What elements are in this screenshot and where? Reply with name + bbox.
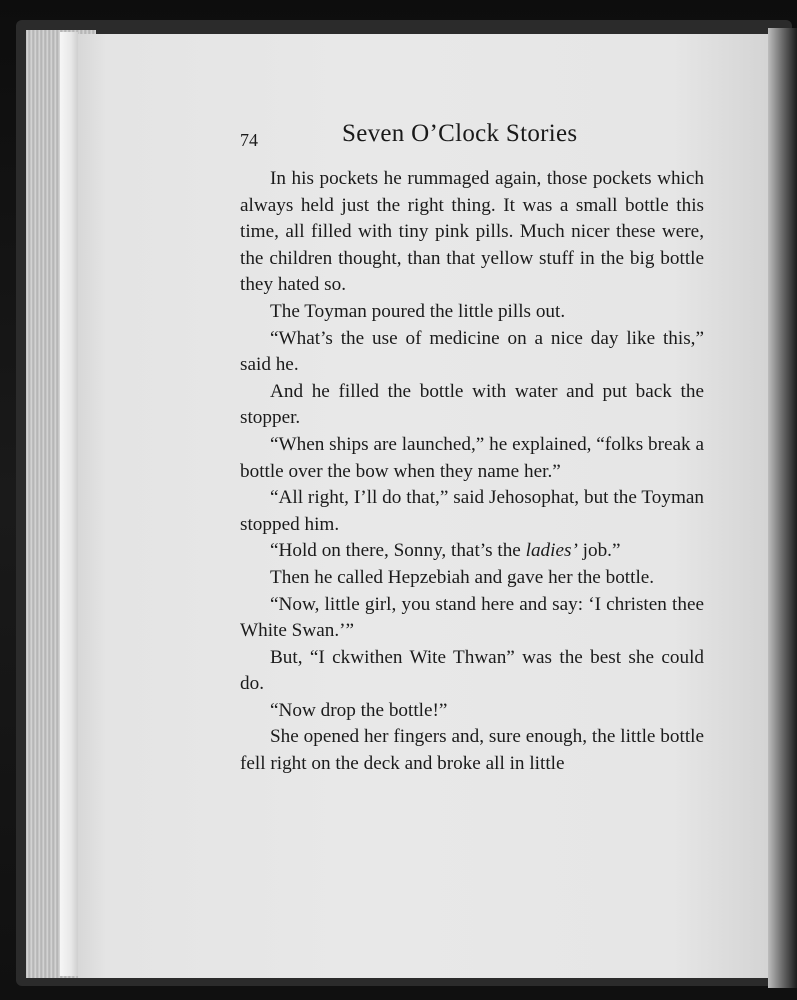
paragraph: “Now, little girl, you stand here and say: ‘I christen thee White Swan.’” (240, 593, 704, 642)
running-title: Seven O’Clock Stories (342, 120, 578, 147)
paragraph: She opened her fingers and, sure enough, the little bottle fell right on the deck and broke all in little (240, 726, 704, 775)
text-run: “Hold on there, Sonny, that’s the (270, 540, 526, 562)
paragraph: “Now drop the bottle!” (270, 699, 448, 721)
page-gutter-shadow (768, 28, 797, 988)
paragraph (240, 538, 704, 565)
text-run: job.” (577, 540, 621, 562)
page-stack-highlight (60, 32, 78, 976)
paragraph: Then he called Hepzebiah and gave her the bottle. (270, 566, 655, 588)
body-text (240, 166, 704, 778)
paragraph: “What’s the use of medicine on a nice day like this,” said he. (240, 327, 704, 376)
italic-text-run: ladies’ (525, 540, 578, 562)
page-number: 74 (240, 130, 258, 150)
paragraph: “All right, I’ll do that,” said Jehosophat, but the Toyman stopped him. (240, 487, 704, 535)
paragraph: But, “I ckwithen Wite Thwan” was the best she could do. (240, 646, 704, 695)
paragraph: “When ships are launched,” he explained, “folks break a bottle over the bow when they name her.” (240, 433, 704, 482)
page-header (240, 120, 710, 154)
paragraph: The Toyman poured the little pills out. (270, 300, 566, 322)
paragraph: And he filled the bottle with water and put back the stopper. (240, 380, 704, 429)
paragraph: In his pockets he rummaged again, those pockets which always held just the right thing. It was a small bottle this time, all filled with tiny pink pills. Much nicer these were, the children thought, than that yellow stuff in the big bottle they hated so. (240, 168, 704, 296)
